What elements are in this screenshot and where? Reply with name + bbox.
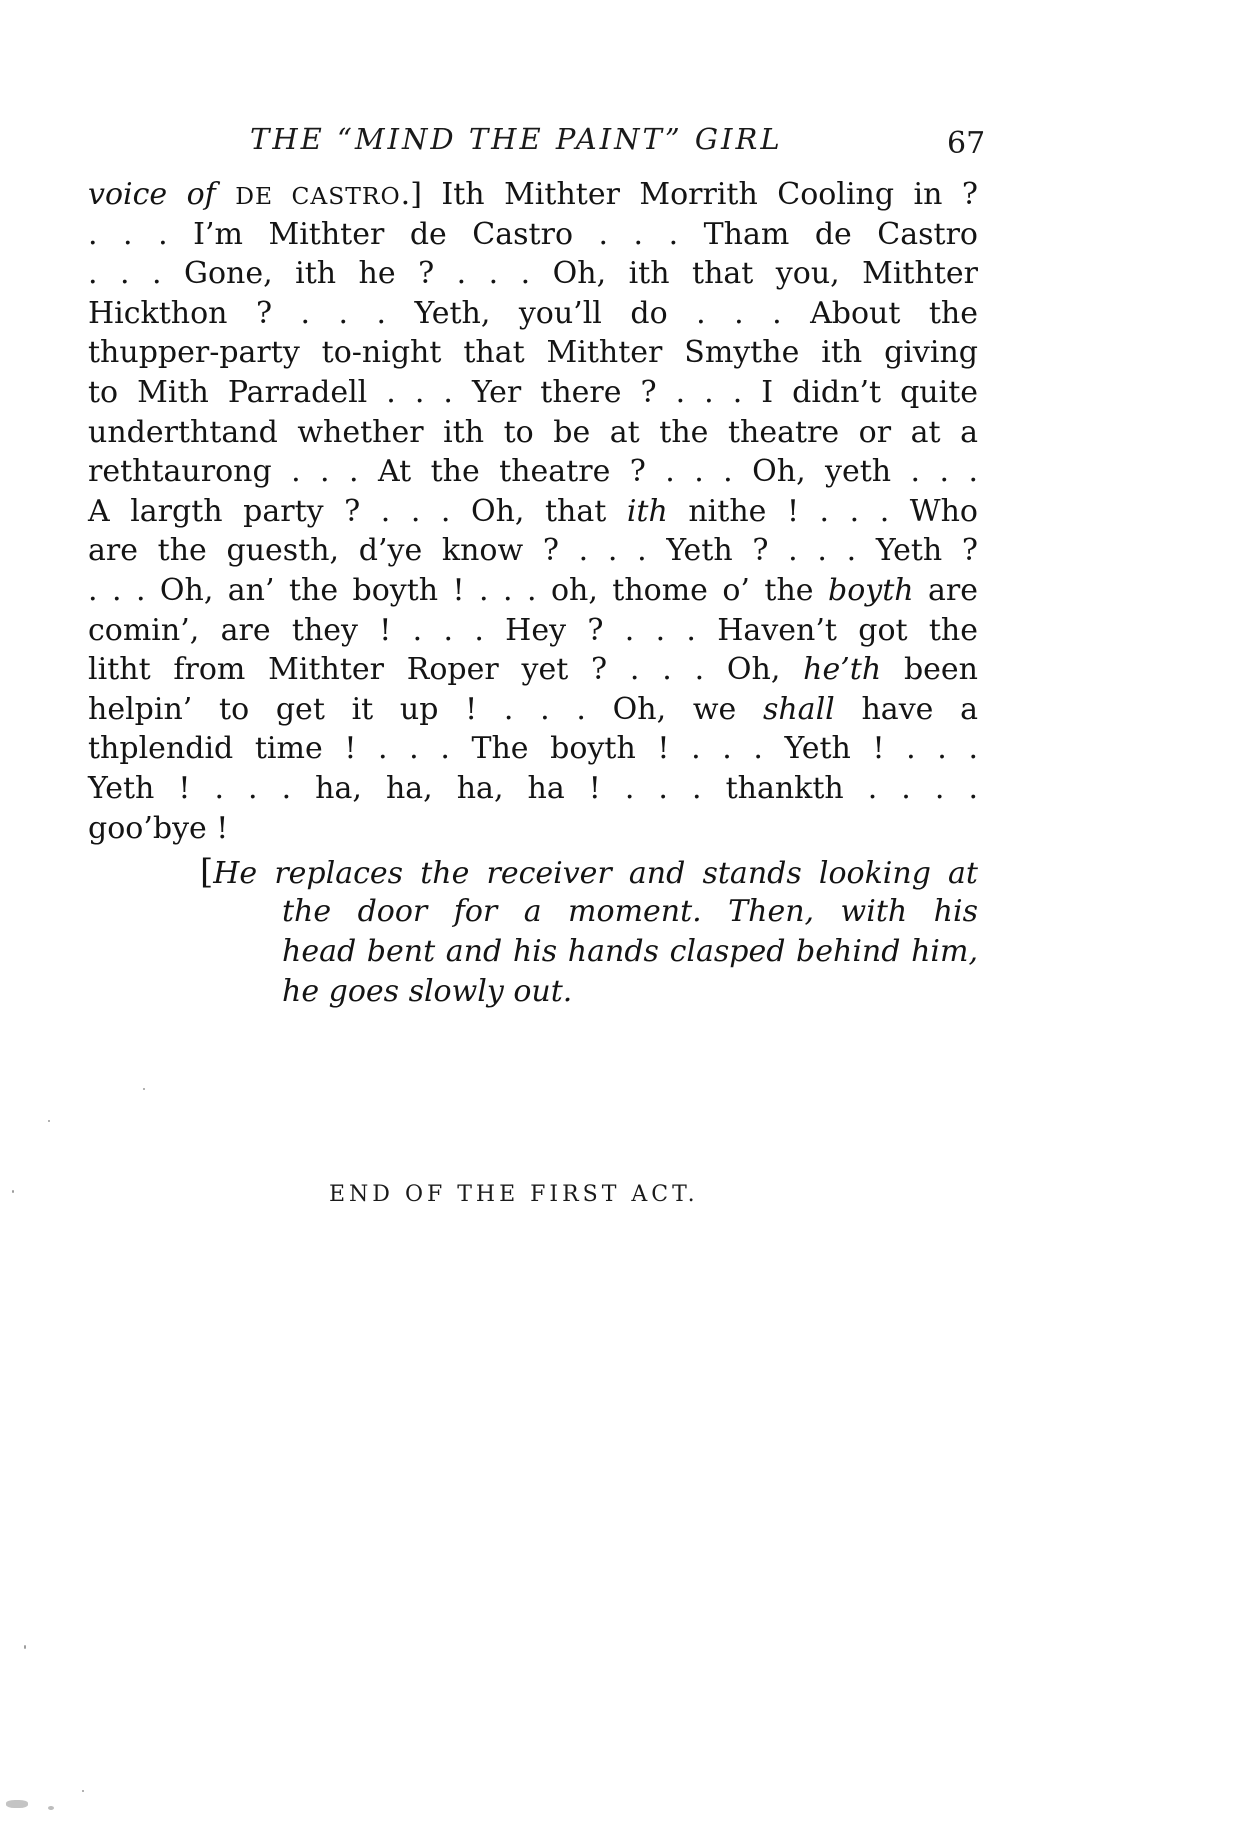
speaker-cue: voice of — [88, 177, 216, 212]
text-line: goo’bye ! — [88, 810, 229, 846]
dialogue-paragraph — [88, 175, 978, 848]
paper-speck — [12, 1190, 14, 1193]
stage-line: head bent and his hands clasped behind him, — [282, 934, 978, 969]
page-number: 67 — [947, 126, 986, 161]
stage-line: he goes slowly out. — [282, 974, 573, 1009]
paper-speck — [6, 1800, 28, 1808]
stage-direction — [200, 852, 978, 1012]
text-line: comin’, are they ! . . . Hey ? . . . Haven’t got the — [88, 612, 978, 648]
text-line: underthtand whether ith to be at the theatre or at a — [88, 414, 978, 450]
paper-speck — [82, 1790, 84, 1792]
text-line: Yeth ! . . . ha, ha, ha, ha ! . . . thankth . . . . — [88, 770, 978, 806]
text-line: rethtaurong . . . At the theatre ? . . . Oh, yeth . . . — [88, 454, 978, 490]
text-line: to Mith Parradell . . . Yer there ? . . . I didn’t quite — [88, 374, 978, 410]
text-line: litht from Mithter Roper yet ? . . . Oh, he’th been — [88, 652, 978, 688]
text-line: helpin’ to get it up ! . . . Oh, we shall have a — [88, 691, 978, 727]
text-line: A largth party ? . . . Oh, that ith nithe ! . . . Who — [88, 493, 978, 529]
text-line: Hickthon ? . . . Yeth, you’ll do . . . About the — [88, 295, 978, 331]
text-line: are the guesth, d’ye know ? . . . Yeth ? . . . Yeth ? — [88, 533, 978, 569]
paper-speck — [48, 1806, 54, 1810]
text-line: . . . I’m Mithter de Castro . . . Tham de Castro — [88, 216, 978, 252]
speaker-name: DE CASTRO — [235, 182, 401, 210]
stage-bracket: [ — [200, 852, 214, 892]
paper-speck — [143, 1088, 145, 1090]
stage-line: the door for a moment. Then, with his — [282, 894, 978, 929]
running-head: THE “MIND THE PAINT” GIRL — [250, 122, 783, 156]
paper-speck — [24, 1645, 26, 1649]
text-line: voice of DE CASTRO.] Ith Mithter Morrith Cooling in ? — [88, 177, 978, 212]
text-line: thplendid time ! . . . The boyth ! . . . Yeth ! . . . — [88, 731, 978, 767]
text-line: . . . Gone, ith he ? . . . Oh, ith that you, Mithter — [88, 256, 978, 292]
paper-speck — [48, 1120, 50, 1122]
text-line: . . . Oh, an’ the boyth ! . . . oh, thome o’ the boyth are — [88, 572, 978, 608]
end-of-act-label: END OF THE FIRST ACT. — [329, 1182, 699, 1207]
text-line: thupper-party to-night that Mithter Smythe ith giving — [88, 335, 978, 371]
stage-line: [He replaces the receiver and stands looking at — [200, 852, 978, 892]
